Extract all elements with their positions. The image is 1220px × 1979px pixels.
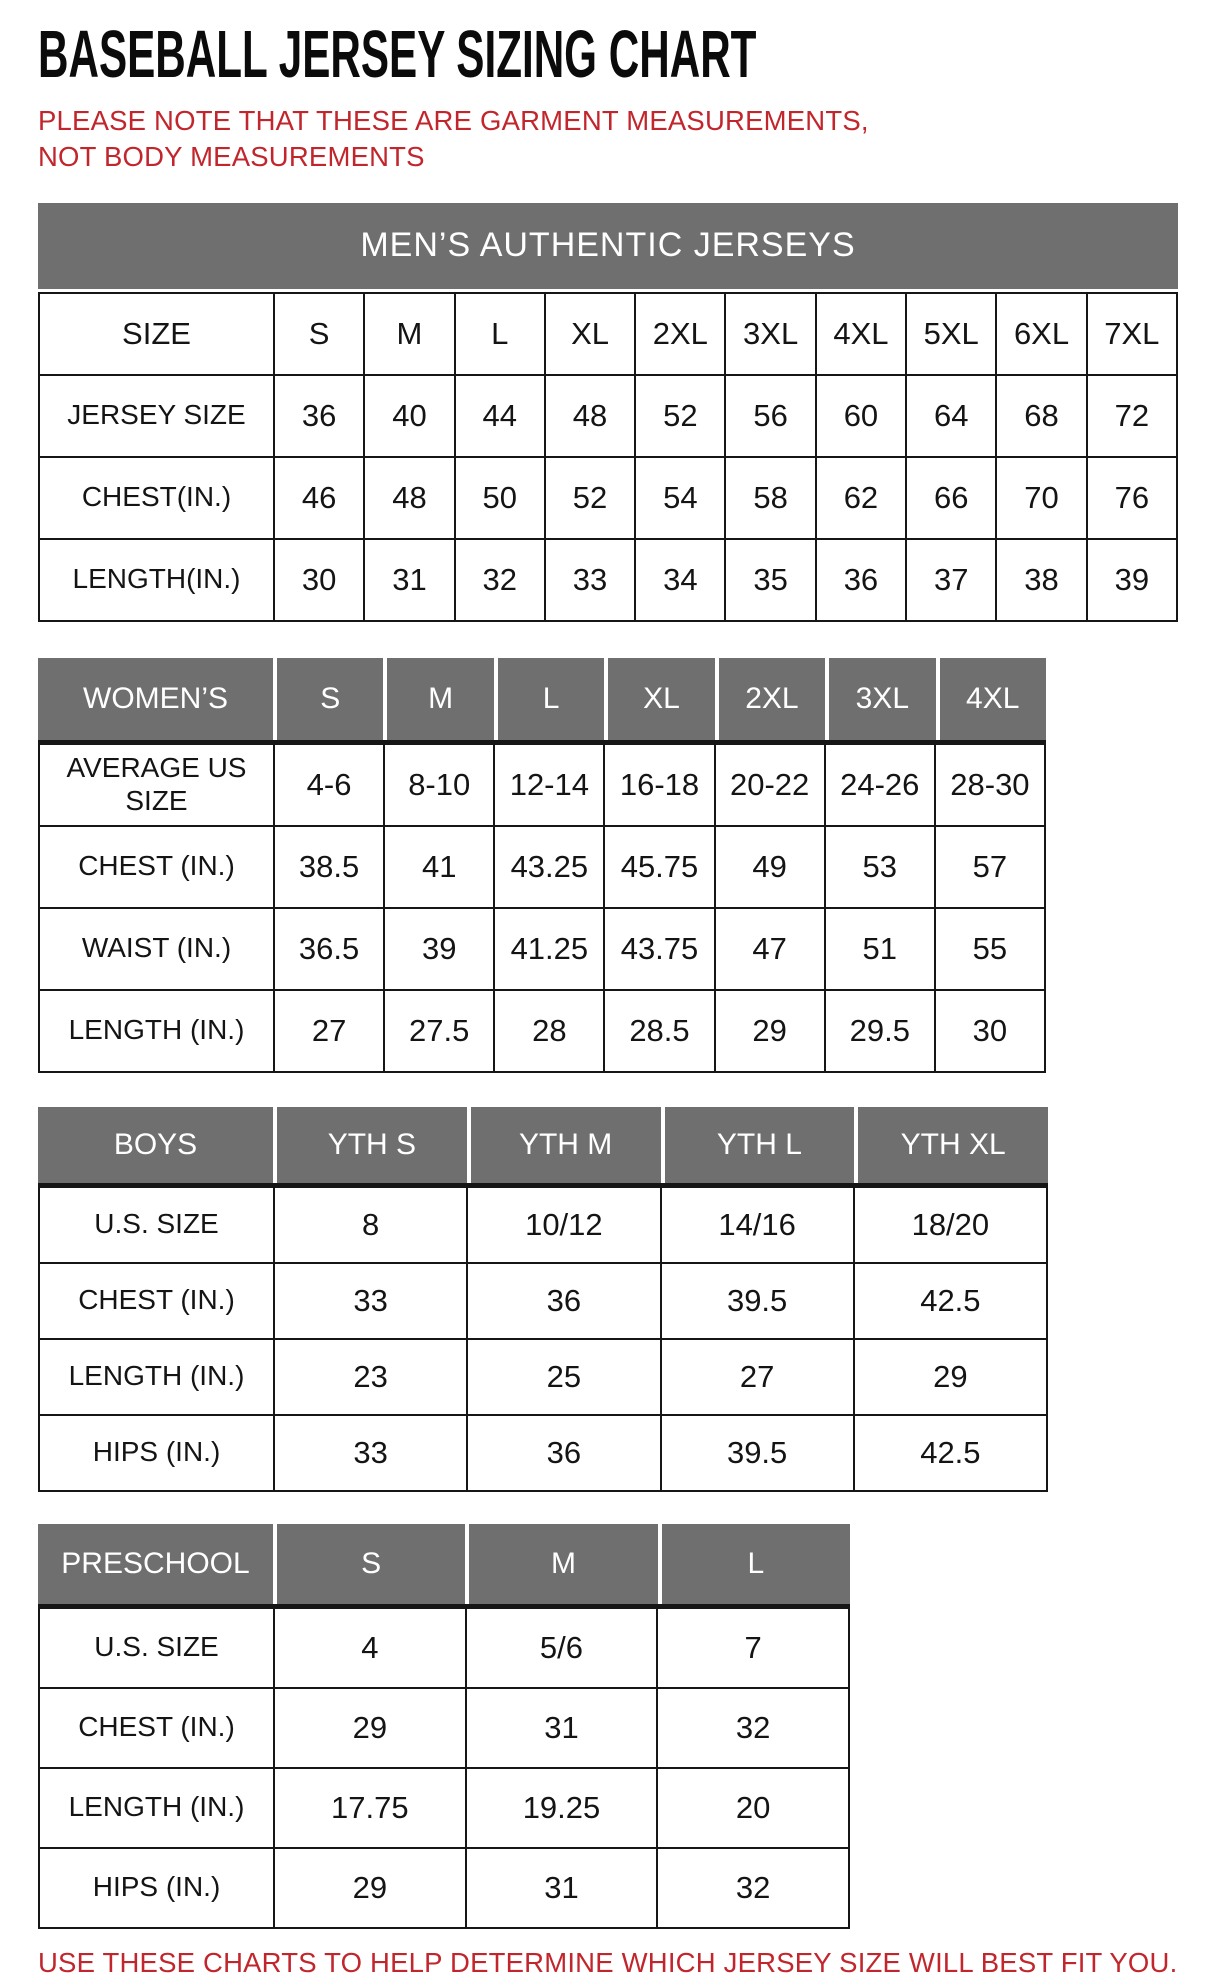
mens-value-cell: 64 (906, 375, 996, 457)
womens-value-cell: 27 (274, 990, 384, 1072)
womens-column-header-cell: L (498, 658, 604, 740)
mens-size-header-cell: 5XL (906, 293, 996, 375)
page-title-text: BASEBALL JERSEY SIZING CHART (38, 17, 757, 92)
preschool-value-cell: 29 (274, 1848, 466, 1928)
mens-table (38, 292, 1178, 622)
mens-table-banner: MEN’S AUTHENTIC JERSEYS (38, 203, 1178, 289)
boys-value-cell: 8 (274, 1187, 467, 1263)
preschool-value-cell: 29 (274, 1688, 466, 1768)
mens-row-label: LENGTH(IN.) (39, 539, 274, 621)
table-row (39, 1848, 849, 1928)
mens-size-header-cell: XL (545, 293, 635, 375)
preschool-value-cell: 4 (274, 1608, 466, 1688)
womens-column-header-cell: S (277, 658, 383, 740)
mens-value-cell: 44 (455, 375, 545, 457)
table-row (39, 539, 1177, 621)
womens-value-cell: 41.25 (494, 908, 604, 990)
boys-column-header-cell: YTH S (277, 1107, 467, 1183)
womens-value-cell: 4-6 (274, 744, 384, 826)
boys-column-header-cell: YTH L (665, 1107, 855, 1183)
table-row (39, 744, 1045, 826)
boys-header-row (38, 1107, 1048, 1186)
preschool-value-cell: 32 (657, 1848, 849, 1928)
womens-value-cell: 49 (715, 826, 825, 908)
boys-size-chart (38, 1107, 1048, 1492)
mens-value-cell: 34 (635, 539, 725, 621)
preschool-column-header-cell: L (662, 1524, 850, 1604)
mens-value-cell: 33 (545, 539, 635, 621)
womens-value-cell: 47 (715, 908, 825, 990)
boys-value-cell: 23 (274, 1339, 467, 1415)
mens-value-cell: 70 (996, 457, 1086, 539)
mens-size-header-cell: 4XL (816, 293, 906, 375)
boys-value-cell: 14/16 (661, 1187, 854, 1263)
mens-size-chart (38, 203, 1178, 622)
mens-value-cell: 54 (635, 457, 725, 539)
preschool-row-label-header-cell: PRESCHOOL (38, 1524, 273, 1604)
table-row (39, 375, 1177, 457)
womens-value-cell: 30 (935, 990, 1045, 1072)
boys-value-cell: 42.5 (854, 1415, 1047, 1491)
mens-value-cell: 36 (274, 375, 364, 457)
preschool-row-label: LENGTH (IN.) (39, 1768, 274, 1848)
table-row (39, 908, 1045, 990)
preschool-value-cell: 31 (466, 1848, 658, 1928)
page-title (38, 17, 1220, 92)
mens-value-cell: 76 (1087, 457, 1177, 539)
womens-row-label: LENGTH (IN.) (39, 990, 274, 1072)
boys-value-cell: 39.5 (661, 1263, 854, 1339)
womens-value-cell: 43.25 (494, 826, 604, 908)
table-row (39, 1339, 1047, 1415)
boys-value-cell: 27 (661, 1339, 854, 1415)
mens-value-cell: 35 (725, 539, 815, 621)
mens-size-header-cell: 3XL (725, 293, 815, 375)
womens-column-header-cell: 3XL (829, 658, 935, 740)
mens-value-cell: 38 (996, 539, 1086, 621)
womens-value-cell: 45.75 (604, 826, 714, 908)
womens-value-cell: 43.75 (604, 908, 714, 990)
womens-header-row (38, 658, 1046, 743)
mens-value-cell: 72 (1087, 375, 1177, 457)
table-row (39, 457, 1177, 539)
womens-row-label-header-cell: WOMEN’S (38, 658, 273, 740)
boys-value-cell: 36 (467, 1263, 660, 1339)
preschool-row-label: CHEST (IN.) (39, 1688, 274, 1768)
mens-size-header-cell: 2XL (635, 293, 725, 375)
boys-value-cell: 10/12 (467, 1187, 660, 1263)
preschool-value-cell: 5/6 (466, 1608, 658, 1688)
womens-row-label: AVERAGE US SIZE (39, 744, 274, 826)
preschool-size-chart (38, 1524, 850, 1929)
boys-column-header-cell: YTH XL (858, 1107, 1048, 1183)
womens-value-cell: 28-30 (935, 744, 1045, 826)
womens-value-cell: 55 (935, 908, 1045, 990)
mens-size-header-cell: L (455, 293, 545, 375)
table-row (39, 1608, 849, 1688)
boys-value-cell: 39.5 (661, 1415, 854, 1491)
boys-value-cell: 42.5 (854, 1263, 1047, 1339)
boys-value-cell: 18/20 (854, 1187, 1047, 1263)
preschool-value-cell: 20 (657, 1768, 849, 1848)
table-row (39, 1688, 849, 1768)
womens-value-cell: 16-18 (604, 744, 714, 826)
preschool-table (38, 1607, 850, 1929)
boys-value-cell: 33 (274, 1415, 467, 1491)
womens-column-header-cell: 2XL (719, 658, 825, 740)
mens-value-cell: 66 (906, 457, 996, 539)
mens-value-cell: 31 (364, 539, 454, 621)
boys-row-label: HIPS (IN.) (39, 1415, 274, 1491)
mens-value-cell: 58 (725, 457, 815, 539)
preschool-column-header-cell: M (469, 1524, 657, 1604)
womens-value-cell: 36.5 (274, 908, 384, 990)
womens-value-cell: 53 (825, 826, 935, 908)
preschool-value-cell: 31 (466, 1688, 658, 1768)
womens-row-label: CHEST (IN.) (39, 826, 274, 908)
mens-value-cell: 32 (455, 539, 545, 621)
mens-value-cell: 40 (364, 375, 454, 457)
womens-value-cell: 39 (384, 908, 494, 990)
mens-row-label: JERSEY SIZE (39, 375, 274, 457)
mens-value-cell: 60 (816, 375, 906, 457)
preschool-value-cell: 17.75 (274, 1768, 466, 1848)
womens-value-cell: 29.5 (825, 990, 935, 1072)
womens-value-cell: 29 (715, 990, 825, 1072)
table-row (39, 1768, 849, 1848)
mens-value-cell: 39 (1087, 539, 1177, 621)
womens-value-cell: 51 (825, 908, 935, 990)
mens-value-cell: 48 (364, 457, 454, 539)
mens-value-cell: 50 (455, 457, 545, 539)
womens-value-cell: 27.5 (384, 990, 494, 1072)
womens-value-cell: 8-10 (384, 744, 494, 826)
mens-size-header-cell: M (364, 293, 454, 375)
womens-value-cell: 38.5 (274, 826, 384, 908)
mens-size-header-cell: SIZE (39, 293, 274, 375)
preschool-column-header-cell: S (277, 1524, 465, 1604)
mens-value-cell: 37 (906, 539, 996, 621)
mens-value-cell: 62 (816, 457, 906, 539)
womens-column-header-cell: 4XL (940, 658, 1046, 740)
fit-advice-footer: USE THESE CHARTS TO HELP DETERMINE WHICH JERSEY SIZE WILL BEST FIT YOU. (38, 1946, 1178, 1978)
womens-value-cell: 28.5 (604, 990, 714, 1072)
table-row (39, 1187, 1047, 1263)
preschool-value-cell: 19.25 (466, 1768, 658, 1848)
table-row (39, 990, 1045, 1072)
mens-value-cell: 56 (725, 375, 815, 457)
mens-value-cell: 48 (545, 375, 635, 457)
table-row (39, 1263, 1047, 1339)
boys-table (38, 1186, 1048, 1492)
mens-value-cell: 36 (816, 539, 906, 621)
mens-value-cell: 30 (274, 539, 364, 621)
mens-size-header-cell: 7XL (1087, 293, 1177, 375)
womens-row-label: WAIST (IN.) (39, 908, 274, 990)
garment-measurement-note: PLEASE NOTE THAT THESE ARE GARMENT MEASUREMENTS, NOT BODY MEASUREMENTS (38, 105, 869, 172)
mens-size-header-cell: 6XL (996, 293, 1086, 375)
mens-row-label: CHEST(IN.) (39, 457, 274, 539)
mens-value-cell: 68 (996, 375, 1086, 457)
mens-value-cell: 46 (274, 457, 364, 539)
womens-size-chart (38, 658, 1046, 1073)
boys-value-cell: 25 (467, 1339, 660, 1415)
womens-value-cell: 24-26 (825, 744, 935, 826)
mens-value-cell: 52 (635, 375, 725, 457)
preschool-row-label: U.S. SIZE (39, 1608, 274, 1688)
preschool-value-cell: 7 (657, 1608, 849, 1688)
womens-column-header-cell: M (387, 658, 493, 740)
preschool-row-label: HIPS (IN.) (39, 1848, 274, 1928)
mens-size-header-row (39, 293, 1177, 375)
womens-value-cell: 57 (935, 826, 1045, 908)
womens-value-cell: 20-22 (715, 744, 825, 826)
boys-row-label: LENGTH (IN.) (39, 1339, 274, 1415)
mens-value-cell: 52 (545, 457, 635, 539)
womens-column-header-cell: XL (608, 658, 714, 740)
table-row (39, 1415, 1047, 1491)
womens-table (38, 743, 1046, 1073)
boys-value-cell: 29 (854, 1339, 1047, 1415)
preschool-header-row (38, 1524, 850, 1607)
womens-value-cell: 28 (494, 990, 604, 1072)
boys-column-header-cell: YTH M (471, 1107, 661, 1183)
mens-size-header-cell: S (274, 293, 364, 375)
boys-row-label-header-cell: BOYS (38, 1107, 273, 1183)
boys-row-label: U.S. SIZE (39, 1187, 274, 1263)
boys-row-label: CHEST (IN.) (39, 1263, 274, 1339)
boys-value-cell: 33 (274, 1263, 467, 1339)
boys-value-cell: 36 (467, 1415, 660, 1491)
womens-value-cell: 41 (384, 826, 494, 908)
preschool-value-cell: 32 (657, 1688, 849, 1768)
womens-value-cell: 12-14 (494, 744, 604, 826)
table-row (39, 826, 1045, 908)
